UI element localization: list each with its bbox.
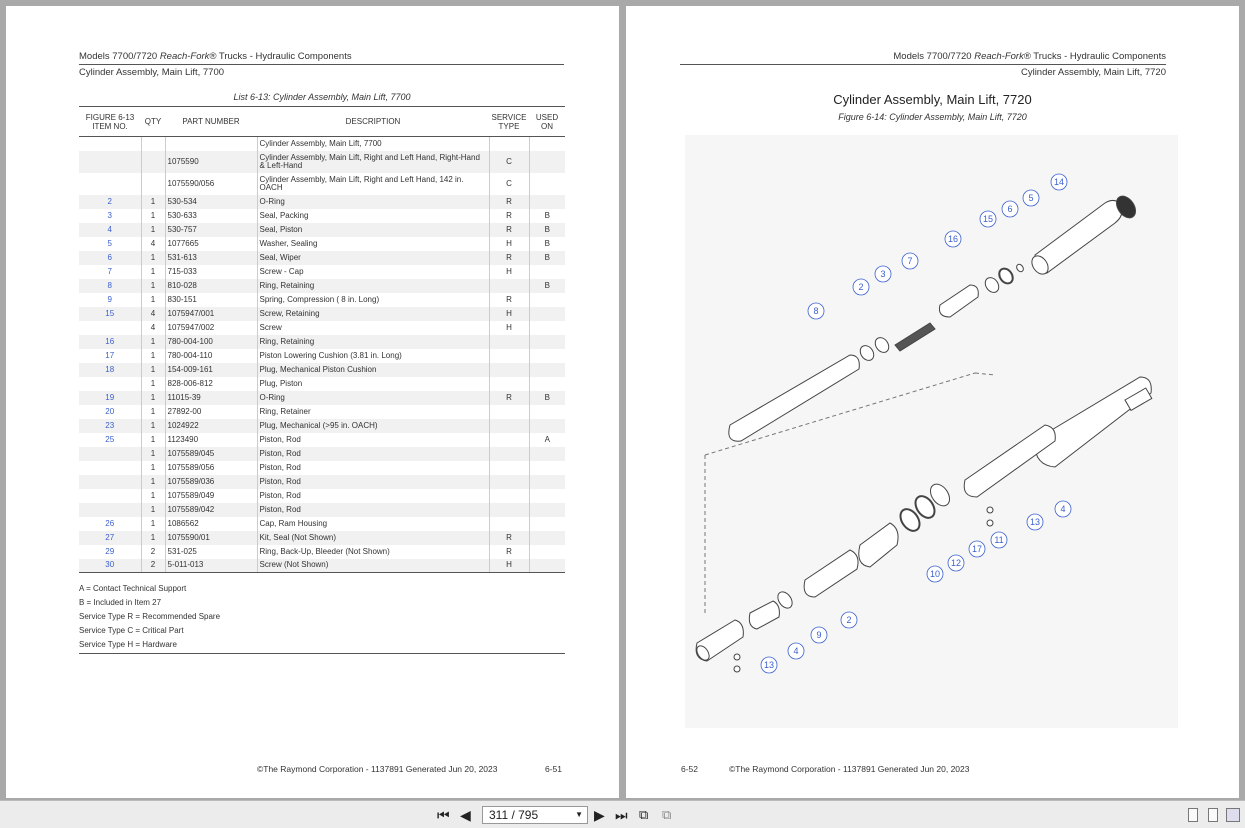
qty-cell: 1	[141, 447, 165, 461]
description-cell: Seal, Piston	[257, 223, 489, 237]
service-type-cell: R	[489, 195, 529, 209]
part-number-cell: 780-004-110	[165, 349, 257, 363]
item-number-cell	[79, 475, 141, 489]
service-type-cell	[489, 447, 529, 461]
part-number-cell: 1075589/056	[165, 461, 257, 475]
item-number-cell[interactable]: 18	[79, 363, 141, 377]
item-number-cell[interactable]: 6	[79, 251, 141, 265]
qty-cell: 1	[141, 377, 165, 391]
callout-13	[761, 657, 777, 673]
item-number-cell[interactable]: 4	[79, 223, 141, 237]
qty-cell: 1	[141, 461, 165, 475]
description-cell: Piston, Rod	[257, 447, 489, 461]
part-number-cell: 810-028	[165, 279, 257, 293]
qty-cell: 1	[141, 405, 165, 419]
service-type-cell	[489, 489, 529, 503]
part-number-cell: 1075590	[165, 151, 257, 173]
last-page-icon[interactable]: ⏭	[615, 807, 628, 823]
qty-cell: 1	[141, 195, 165, 209]
table-row	[79, 559, 565, 573]
description-cell: Piston, Rod	[257, 489, 489, 503]
used-on-cell	[529, 377, 565, 391]
callout-9	[811, 627, 827, 643]
item-number-cell[interactable]: 17	[105, 350, 115, 360]
part-number-cell: 780-004-100	[165, 335, 257, 349]
qty-cell: 1	[141, 223, 165, 237]
item-number-cell	[79, 489, 141, 503]
item-number-cell[interactable]: 23	[79, 419, 141, 433]
item-number-cell[interactable]: 20	[105, 406, 115, 416]
part-number-cell: 530-534	[165, 195, 257, 209]
svg-text:3: 3	[880, 269, 886, 279]
part-number-cell: 1075590/056	[165, 173, 257, 195]
used-on-cell: B	[529, 251, 565, 265]
part-number-cell: 530-633	[165, 209, 257, 223]
service-type-cell	[489, 349, 529, 363]
page-number-select[interactable]: 311 / 795 ▼	[482, 806, 588, 824]
description-cell: Ring, Back-Up, Bleeder (Not Shown)	[257, 545, 489, 559]
callout-2	[841, 612, 857, 628]
qty-cell: 2	[141, 559, 165, 573]
part-number-cell: 1075589/042	[165, 503, 257, 517]
svg-text:8: 8	[813, 306, 819, 316]
description-cell: Piston, Rod	[257, 503, 489, 517]
part-number-cell: 531-613	[165, 251, 257, 265]
description-cell: Plug, Mechanical (>95 in. OACH)	[257, 419, 489, 433]
description-cell: O-Ring	[257, 195, 489, 209]
table-row	[79, 447, 565, 461]
part-number-cell: 1024922	[165, 419, 257, 433]
next-page-icon[interactable]: ▶	[594, 807, 605, 823]
service-type-cell	[489, 419, 529, 433]
used-on-cell: B	[529, 237, 565, 251]
item-number-cell[interactable]: 19	[79, 391, 141, 405]
qty-cell: 1	[141, 489, 165, 503]
exploded-diagram	[685, 135, 1178, 728]
service-type-cell: H	[489, 321, 529, 335]
used-on-cell	[529, 545, 565, 559]
col-qty: QTY	[141, 107, 165, 137]
left-page	[6, 6, 619, 798]
qty-cell: 1	[141, 363, 165, 377]
qty-cell: 1	[141, 279, 165, 293]
svg-text:6: 6	[1007, 204, 1013, 214]
legend	[79, 582, 565, 654]
item-number-cell	[79, 447, 141, 461]
qty-cell: 1	[141, 391, 165, 405]
table-row	[79, 531, 565, 545]
description-cell: Piston, Rod	[257, 475, 489, 489]
right-header-title: Models 7700/7720 Reach-Fork® Trucks - Hydraulic Components	[680, 51, 1166, 65]
callout-5	[1023, 190, 1039, 206]
description-cell: Piston, Rod	[257, 433, 489, 447]
part-number-cell: 1123490	[165, 433, 257, 447]
callout-13	[1027, 514, 1043, 530]
single-page-view-icon[interactable]	[1188, 808, 1198, 822]
item-number-cell[interactable]: 2	[79, 195, 141, 209]
qty-cell: 1	[141, 349, 165, 363]
used-on-cell	[529, 531, 565, 545]
part-number-cell: 715-033	[165, 265, 257, 279]
right-footer-copyright: ©The Raymond Corporation - 1137891 Generated Jun 20, 2023	[729, 764, 970, 774]
callout-10	[927, 566, 943, 582]
callout-11	[991, 532, 1007, 548]
part-number-cell: 5-011-013	[165, 559, 257, 573]
callout-12	[948, 555, 964, 571]
chevron-down-icon: ▼	[575, 810, 583, 819]
table-row	[79, 173, 565, 195]
service-type-cell	[489, 461, 529, 475]
used-on-cell	[529, 195, 565, 209]
qty-cell	[141, 137, 165, 151]
callout-8	[808, 303, 824, 319]
svg-text:10: 10	[929, 569, 941, 579]
item-number-cell	[79, 461, 141, 475]
svg-text:7: 7	[907, 256, 913, 266]
left-footer-copyright: ©The Raymond Corporation - 1137891 Generated Jun 20, 2023	[257, 764, 498, 774]
qty-cell: 1	[141, 419, 165, 433]
table-row	[79, 377, 565, 391]
part-number-cell: 1077665	[165, 237, 257, 251]
right-page	[626, 6, 1239, 798]
service-type-cell: R	[489, 531, 529, 545]
callout-14	[1051, 174, 1067, 190]
svg-text:2: 2	[846, 615, 852, 625]
qty-cell: 1	[141, 265, 165, 279]
table-header-row	[79, 107, 565, 137]
used-on-cell	[529, 173, 565, 195]
service-type-cell	[489, 475, 529, 489]
callout-16	[945, 231, 961, 247]
qty-cell: 1	[141, 475, 165, 489]
item-number-cell[interactable]: 9	[107, 294, 112, 304]
viewer-toolbar	[0, 800, 1245, 828]
parts-table	[79, 106, 565, 573]
used-on-cell	[529, 517, 565, 531]
legend-item: Service Type H = Hardware	[79, 640, 177, 649]
table-row	[79, 321, 565, 335]
table-row	[79, 419, 565, 433]
description-cell: Ring, Retainer	[257, 405, 489, 419]
item-number-cell[interactable]: 29	[105, 546, 115, 556]
legend-item: B = Included in Item 27	[79, 598, 162, 607]
used-on-cell: B	[529, 223, 565, 237]
col-service-type: SERVICE TYPE	[489, 107, 529, 137]
qty-cell: 1	[141, 433, 165, 447]
item-number-cell	[79, 377, 141, 391]
service-type-cell: H	[489, 307, 529, 321]
callout-3	[875, 266, 891, 282]
callout-17	[969, 541, 985, 557]
used-on-cell: B	[529, 279, 565, 293]
table-row	[79, 265, 565, 279]
item-number-cell	[79, 151, 141, 173]
used-on-cell	[529, 307, 565, 321]
item-number-cell[interactable]: 7	[107, 266, 112, 276]
svg-text:5: 5	[1028, 193, 1034, 203]
svg-text:16: 16	[947, 234, 959, 244]
item-number-cell[interactable]: 25	[105, 434, 115, 444]
qty-cell: 4	[141, 307, 165, 321]
used-on-cell	[529, 405, 565, 419]
table-row	[79, 335, 565, 349]
legend-item: Service Type C = Critical Part	[79, 626, 184, 635]
service-type-cell	[489, 405, 529, 419]
table-row	[79, 151, 565, 173]
table-row	[79, 545, 565, 559]
item-number-cell	[79, 321, 141, 335]
service-type-cell	[489, 335, 529, 349]
description-cell: Cylinder Assembly, Main Lift, 7700	[257, 137, 489, 151]
svg-text:17: 17	[971, 544, 983, 554]
figure-caption: Figure 6-14: Cylinder Assembly, Main Lift, 7720	[838, 112, 1027, 122]
svg-text:13: 13	[1029, 517, 1041, 527]
col-part-number: PART NUMBER	[165, 107, 257, 137]
table-row	[79, 405, 565, 419]
callout-15	[980, 211, 996, 227]
item-number-cell[interactable]: 3	[107, 210, 112, 220]
svg-text:4: 4	[1060, 504, 1066, 514]
description-cell: Plug, Mechanical Piston Cushion	[257, 363, 489, 377]
table-row	[79, 279, 565, 293]
svg-text:9: 9	[816, 630, 822, 640]
part-number-cell: 11015-39	[165, 391, 257, 405]
used-on-cell	[529, 447, 565, 461]
item-number-cell	[79, 137, 141, 151]
service-type-cell	[489, 503, 529, 517]
item-number-cell	[79, 503, 141, 517]
service-type-cell: R	[489, 223, 529, 237]
table-row	[79, 461, 565, 475]
service-type-cell: C	[489, 173, 529, 195]
used-on-cell	[529, 293, 565, 307]
description-cell: Cap, Ram Housing	[257, 517, 489, 531]
service-type-cell: R	[489, 293, 529, 307]
qty-cell: 2	[141, 545, 165, 559]
used-on-cell	[529, 265, 565, 279]
callout-4	[1055, 501, 1071, 517]
left-footer-page-number: 6-51	[545, 764, 563, 774]
item-number-cell[interactable]: 30	[79, 559, 141, 573]
item-number-cell[interactable]: 26	[105, 518, 115, 528]
svg-text:11: 11	[994, 535, 1004, 545]
right-header-subtitle: Cylinder Assembly, Main Lift, 7720	[1020, 67, 1166, 78]
description-cell: Seal, Wiper	[257, 251, 489, 265]
callout-4	[788, 643, 804, 659]
copy-page-icon[interactable]: ⧉	[639, 807, 649, 822]
qty-cell: 4	[141, 237, 165, 251]
service-type-cell: H	[489, 559, 529, 573]
item-number-cell[interactable]: 5	[107, 238, 112, 248]
service-type-cell	[489, 363, 529, 377]
service-type-cell: H	[489, 237, 529, 251]
legend-item: Service Type R = Recommended Spare	[79, 612, 221, 621]
table-row	[79, 307, 565, 321]
two-page-view-icon[interactable]	[1226, 808, 1240, 822]
part-number-cell: 1075589/045	[165, 447, 257, 461]
table-row	[79, 237, 565, 251]
part-number-cell	[165, 137, 257, 151]
qty-cell: 1	[141, 293, 165, 307]
qty-cell	[141, 173, 165, 195]
part-number-cell: 154-009-161	[165, 363, 257, 377]
part-number-cell: 1075589/049	[165, 489, 257, 503]
table-row	[79, 209, 565, 223]
description-cell: Ring, Retaining	[257, 279, 489, 293]
table-row	[79, 349, 565, 363]
qty-cell: 1	[141, 209, 165, 223]
svg-text:2: 2	[858, 282, 864, 292]
part-number-cell: 1075947/001	[165, 307, 257, 321]
qty-cell: 1	[141, 503, 165, 517]
used-on-cell: A	[529, 433, 565, 447]
service-type-cell: R	[489, 251, 529, 265]
svg-text:12: 12	[950, 558, 962, 568]
figure-title: Cylinder Assembly, Main Lift, 7720	[833, 92, 1032, 107]
used-on-cell: B	[529, 209, 565, 223]
qty-cell	[141, 151, 165, 173]
item-number-cell	[79, 173, 141, 195]
used-on-cell	[529, 419, 565, 433]
table-row	[79, 503, 565, 517]
used-on-cell	[529, 151, 565, 173]
description-cell: O-Ring	[257, 391, 489, 405]
callout-7	[902, 253, 918, 269]
qty-cell: 1	[141, 335, 165, 349]
used-on-cell	[529, 363, 565, 377]
part-number-cell: 830-151	[165, 293, 257, 307]
part-number-cell: 828-006-812	[165, 377, 257, 391]
part-number-cell: 531-025	[165, 545, 257, 559]
used-on-cell	[529, 503, 565, 517]
service-type-cell: R	[489, 391, 529, 405]
description-cell: Cylinder Assembly, Main Lift, Right and Left Hand, Right-Hand & Left-Hand	[257, 151, 489, 173]
description-cell: Plug, Piston	[257, 377, 489, 391]
service-type-cell	[489, 137, 529, 151]
used-on-cell	[529, 559, 565, 573]
qty-cell: 4	[141, 321, 165, 335]
part-number-cell: 27892-00	[165, 405, 257, 419]
description-cell: Piston, Rod	[257, 461, 489, 475]
part-number-cell: 1075947/002	[165, 321, 257, 335]
service-type-cell: R	[489, 545, 529, 559]
description-cell: Screw - Cap	[257, 265, 489, 279]
item-number-cell[interactable]: 27	[79, 531, 141, 545]
description-cell: Screw (Not Shown)	[257, 559, 489, 573]
table-row	[79, 391, 565, 405]
callout-6	[1002, 201, 1018, 217]
table-row	[79, 137, 565, 151]
part-number-cell: 530-757	[165, 223, 257, 237]
left-header-subtitle: Cylinder Assembly, Main Lift, 7700	[79, 67, 225, 78]
description-cell: Cylinder Assembly, Main Lift, Right and Left Hand, 142 in. OACH	[257, 173, 489, 195]
continuous-view-icon[interactable]	[1208, 808, 1218, 822]
col-item: FIGURE 6-13 ITEM NO.	[79, 107, 141, 137]
table-row	[79, 517, 565, 531]
col-description: DESCRIPTION	[257, 107, 489, 137]
used-on-cell: B	[529, 391, 565, 405]
paste-page-icon[interactable]: ⧉	[662, 807, 672, 822]
description-cell: Screw, Retaining	[257, 307, 489, 321]
qty-cell: 1	[141, 251, 165, 265]
table-row	[79, 475, 565, 489]
legend-item: A = Contact Technical Support	[79, 584, 187, 593]
part-number-cell: 1075590/01	[165, 531, 257, 545]
svg-text:4: 4	[793, 646, 799, 656]
first-page-icon[interactable]: ⏮	[437, 807, 450, 823]
item-number-cell[interactable]: 15	[79, 307, 141, 321]
item-number-cell[interactable]: 8	[79, 279, 141, 293]
service-type-cell: H	[489, 265, 529, 279]
qty-cell: 1	[141, 517, 165, 531]
list-title: List 6-13: Cylinder Assembly, Main Lift, 7700	[233, 92, 411, 102]
description-cell: Washer, Sealing	[257, 237, 489, 251]
svg-text:15: 15	[982, 214, 994, 224]
used-on-cell	[529, 489, 565, 503]
used-on-cell	[529, 461, 565, 475]
table-row	[79, 195, 565, 209]
used-on-cell	[529, 137, 565, 151]
used-on-cell	[529, 321, 565, 335]
table-row	[79, 251, 565, 265]
description-cell: Piston Lowering Cushion (3.81 in. Long)	[257, 349, 489, 363]
part-number-cell: 1086562	[165, 517, 257, 531]
description-cell: Kit, Seal (Not Shown)	[257, 531, 489, 545]
service-type-cell	[489, 279, 529, 293]
service-type-cell: R	[489, 209, 529, 223]
used-on-cell	[529, 475, 565, 489]
table-row	[79, 433, 565, 447]
description-cell: Screw	[257, 321, 489, 335]
svg-text:14: 14	[1053, 177, 1065, 187]
service-type-cell	[489, 377, 529, 391]
table-row	[79, 489, 565, 503]
right-footer-page-number: 6-52	[681, 764, 699, 774]
service-type-cell	[489, 517, 529, 531]
qty-cell: 1	[141, 531, 165, 545]
callout-2	[853, 279, 869, 295]
description-cell: Spring, Compression ( 8 in. Long)	[257, 293, 489, 307]
svg-text:13: 13	[763, 660, 775, 670]
table-row	[79, 223, 565, 237]
description-cell: Ring, Retaining	[257, 335, 489, 349]
col-used-on: USED ON	[529, 107, 565, 137]
left-header-title: Models 7700/7720 Reach-Fork® Trucks - Hydraulic Components	[79, 51, 564, 65]
table-row	[79, 363, 565, 377]
description-cell: Seal, Packing	[257, 209, 489, 223]
service-type-cell: C	[489, 151, 529, 173]
item-number-cell[interactable]: 16	[79, 335, 141, 349]
part-number-cell: 1075589/036	[165, 475, 257, 489]
service-type-cell	[489, 433, 529, 447]
used-on-cell	[529, 335, 565, 349]
table-row	[79, 293, 565, 307]
used-on-cell	[529, 349, 565, 363]
previous-page-icon[interactable]: ◀	[460, 807, 471, 823]
